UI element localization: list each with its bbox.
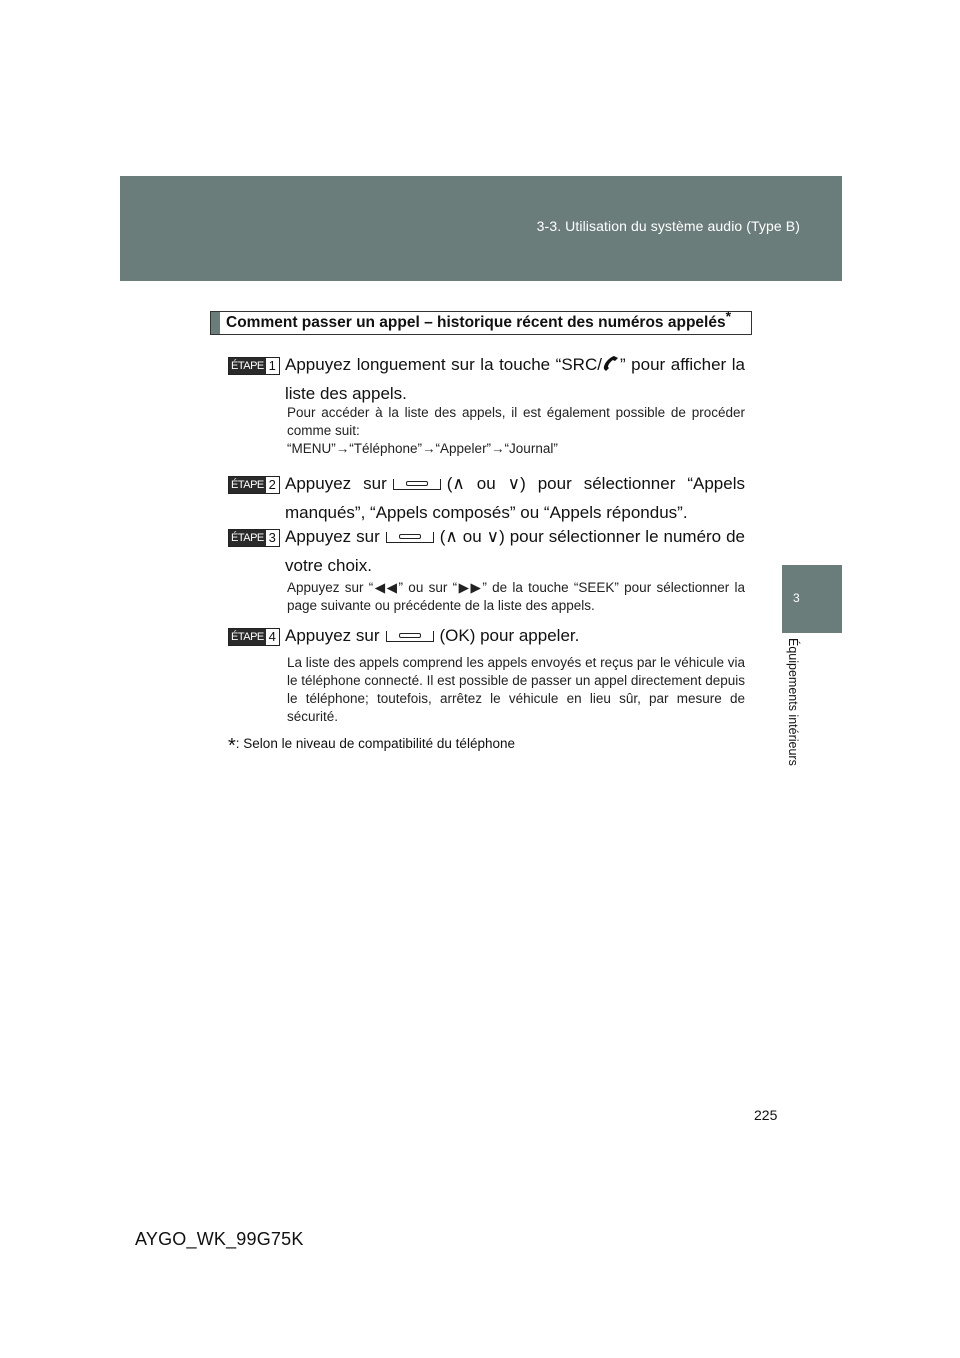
section-title: 3-3. Utilisation du système audio (Type B) (536, 218, 800, 234)
header-band (120, 176, 842, 281)
document-code: AYGO_WK_99G75K (135, 1229, 304, 1249)
step-4: ÉTAPE 4 Appuyez sur (OK) pour appeler. (228, 621, 745, 650)
chapter-label: Équipements intérieurs (786, 638, 800, 766)
footnote-mark: * (725, 307, 732, 324)
footnote: *: Selon le niveau de compatibilité du téléphone (228, 735, 515, 757)
page-number: 225 (754, 1107, 778, 1123)
chapter-number: 3 (793, 591, 800, 605)
button-icon (393, 479, 441, 490)
heading-accent-bar (211, 312, 220, 334)
step-badge: ÉTAPE 4 (228, 628, 280, 646)
heading-text: Comment passer un appel – historique récent des numéros appelés (226, 314, 726, 331)
step-3: ÉTAPE 3 Appuyez sur (∧ ou ∨) pour sélectionner le numéro de votre choix. (228, 522, 745, 580)
step-3-note: Appuyez sur “◀◀” ou sur “▶▶” de la touche “SEEK” pour sélectionner la page suivante ou précédente de la liste des appels. (287, 580, 745, 613)
button-icon (386, 532, 434, 543)
step-badge: ÉTAPE 2 (228, 476, 280, 494)
step-2: ÉTAPE 2 Appuyez sur (∧ ou ∨) pour sélectionner “Appels manqués”, “Appels composés” ou “Appels répondus”. (228, 469, 745, 527)
button-icon (386, 631, 434, 642)
step-1-note: Pour accéder à la liste des appels, il est également possible de procéder comme suit: “MENU”→“Téléphone”→“Appeler”→“Journal” (287, 405, 745, 456)
step-4-note: La liste des appels comprend les appels envoyés et reçus par le véhicule via le téléphone connecté. Il est possible de passer un appel directement depuis le téléphone; toutefois, arrêtez le véhicule en lieu sûr, par mesure de sécurité. (287, 655, 745, 724)
chapter-tab (782, 565, 842, 633)
phone-icon (602, 355, 620, 371)
step-badge: ÉTAPE 1 (228, 357, 280, 375)
section-heading (210, 307, 752, 335)
step-badge: ÉTAPE 3 (228, 529, 280, 547)
step-1: ÉTAPE 1 Appuyez longuement sur la touche “SRC/ ” pour afficher la liste des appels. (228, 350, 745, 408)
